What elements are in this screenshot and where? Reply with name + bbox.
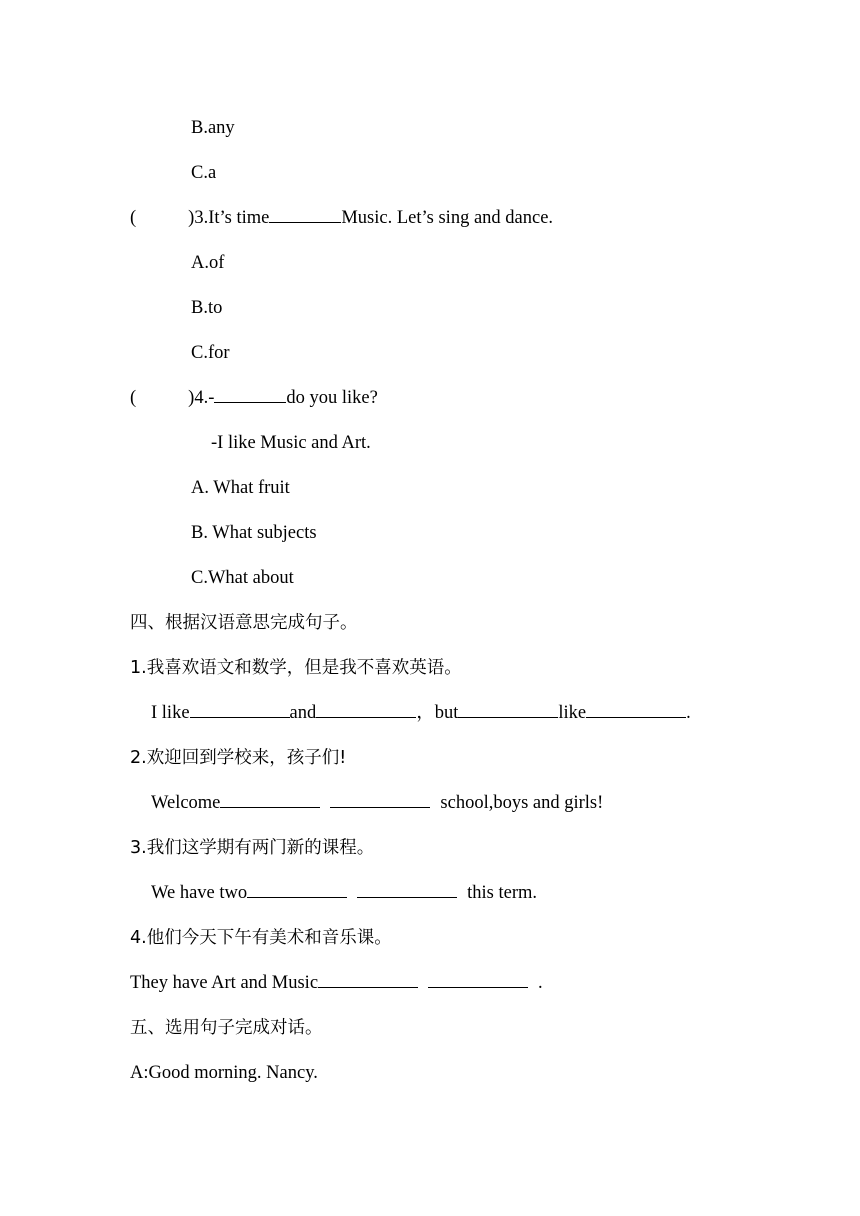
q4-answer-line: -I like Music and Art. [211,433,371,453]
q3-option-b: B.to [191,298,223,318]
q4-option-c: C.What about [191,568,294,588]
q4-stem [130,386,378,410]
section-4-heading: 四、根据汉语意思完成句子。 [130,613,358,633]
s4-text-2: . [538,973,543,993]
s1-chinese: 1.我喜欢语文和数学，但是我不喜欢英语。 [130,658,462,678]
answer-paren-open: ( [130,388,137,408]
s2-blank-2[interactable] [330,791,430,808]
s4-english [130,971,543,995]
s1-text-3: ，but [416,703,459,723]
s1-text-5: . [686,703,691,723]
s1-text-4: like [558,703,587,723]
s1-blank-2[interactable] [316,701,416,718]
q4-number-text: )4.- [188,388,215,408]
s1-english [151,701,691,725]
s2-text-2: school,boys and girls! [440,793,604,813]
s3-text-1: We have two [151,883,248,903]
s1-text-2: and [289,703,317,723]
q3-rest: Music. Let’s sing and dance. [341,208,554,228]
q4-rest: do you like? [286,388,378,408]
s1-blank-4[interactable] [586,701,686,718]
section-5-heading: 五、选用句子完成对话。 [130,1018,323,1038]
s3-blank-2[interactable] [357,881,457,898]
s2-english [151,791,603,815]
q4-option-b: B. What subjects [191,523,317,543]
s3-blank-1[interactable] [247,881,347,898]
s4-text-1: They have Art and Music [130,973,319,993]
s4-blank-1[interactable] [318,971,418,988]
s1-text-1: I like [151,703,190,723]
s1-blank-1[interactable] [190,701,290,718]
q2-option-b: B.any [191,118,235,138]
answer-paren-open: ( [130,208,137,228]
dialog-line-1: A:Good morning. Nancy. [130,1063,318,1083]
s3-chinese: 3.我们这学期有两门新的课程。 [130,838,375,858]
s1-blank-3[interactable] [458,701,558,718]
s2-blank-1[interactable] [220,791,320,808]
q4-blank[interactable] [214,386,286,403]
q4-option-a: A. What fruit [191,478,290,498]
q3-option-a: A.of [191,253,225,273]
s2-text-1: Welcome [151,793,221,813]
q3-number-text: )3.It’s time [188,208,270,228]
q3-option-c: C.for [191,343,230,363]
s3-english [151,881,537,905]
s3-text-2: this term. [467,883,538,903]
q3-stem [130,206,553,230]
q3-blank[interactable] [269,206,341,223]
q2-option-c: C.a [191,163,217,183]
s2-chinese: 2.欢迎回到学校来，孩子们! [130,748,347,768]
s4-chinese: 4.他们今天下午有美术和音乐课。 [130,928,392,948]
s4-blank-2[interactable] [428,971,528,988]
